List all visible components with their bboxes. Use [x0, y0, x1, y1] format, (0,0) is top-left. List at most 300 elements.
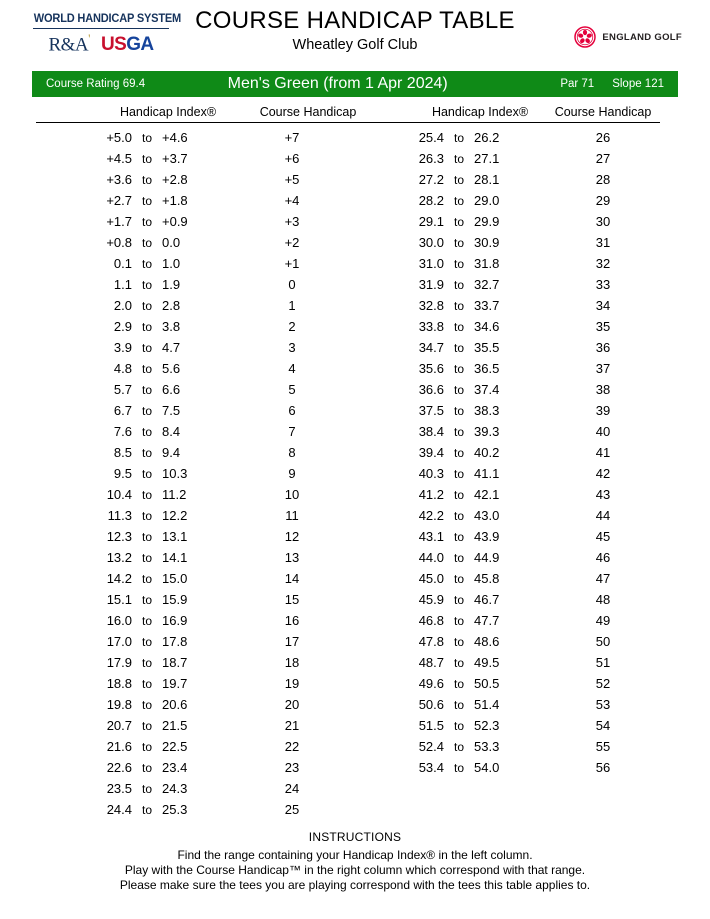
handicap-index-high: 3.8	[162, 319, 181, 334]
handicap-index-low: 21.6	[106, 739, 132, 754]
course-handicap-value: 3	[288, 340, 296, 355]
table-row	[88, 736, 372, 757]
range-separator-label: to	[453, 487, 464, 502]
course-handicap-value: 46	[595, 550, 611, 565]
handicap-table-left-column	[88, 127, 372, 820]
handicap-index-high: 1.0	[162, 256, 181, 271]
handicap-index-high: 33.7	[474, 298, 500, 313]
handicap-index-low: 33.8	[418, 319, 444, 334]
handicap-index-high: 7.5	[162, 403, 181, 418]
rna-accent-mark: '	[88, 30, 90, 46]
range-separator-label: to	[453, 634, 464, 649]
course-handicap-value: 44	[595, 508, 611, 523]
table-row	[400, 757, 684, 778]
handicap-index-low: 7.6	[113, 424, 132, 439]
table-row	[400, 547, 684, 568]
handicap-index-low: 22.6	[106, 760, 132, 775]
table-row	[400, 211, 684, 232]
course-handicap-value: 13	[284, 550, 300, 565]
course-handicap-value: 50	[595, 634, 611, 649]
course-handicap-value: 26	[595, 130, 611, 145]
course-handicap-value: 16	[284, 613, 300, 628]
table-row	[88, 148, 372, 169]
range-separator-label: to	[453, 508, 464, 523]
table-row	[400, 127, 684, 148]
table-row	[400, 295, 684, 316]
table-row	[400, 736, 684, 757]
range-separator-label: to	[141, 340, 152, 355]
table-row	[88, 337, 372, 358]
course-handicap-value: 32	[595, 256, 611, 271]
course-handicap-value: 21	[284, 718, 300, 733]
course-handicap-value: 52	[595, 676, 611, 691]
table-row	[88, 253, 372, 274]
range-separator-label: to	[141, 256, 152, 271]
handicap-index-high: 46.7	[474, 592, 500, 607]
handicap-index-low: 8.5	[113, 445, 132, 460]
table-row	[88, 274, 372, 295]
instructions-line-1: Find the range containing your Handicap Index® in the left column.	[177, 848, 533, 862]
course-handicap-value: 54	[595, 718, 611, 733]
handicap-index-low: 38.4	[418, 424, 444, 439]
table-row	[400, 169, 684, 190]
table-row	[88, 526, 372, 547]
handicap-index-high: 4.7	[162, 340, 181, 355]
course-handicap-value: 4	[288, 361, 296, 376]
par-slope-group	[560, 78, 664, 90]
handicap-index-high: 16.9	[162, 613, 188, 628]
handicap-index-high: 48.6	[474, 634, 500, 649]
course-handicap-value: 19	[284, 676, 300, 691]
table-row	[400, 673, 684, 694]
handicap-index-low: 34.7	[418, 340, 444, 355]
table-row	[88, 694, 372, 715]
range-separator-label: to	[141, 676, 152, 691]
handicap-index-low: 32.8	[418, 298, 444, 313]
handicap-index-low: 42.2	[418, 508, 444, 523]
range-separator-label: to	[141, 781, 152, 796]
handicap-index-low: 31.0	[418, 256, 444, 271]
handicap-index-low: 35.6	[418, 361, 444, 376]
course-handicap-value: +5	[284, 172, 300, 187]
range-separator-label: to	[141, 466, 152, 481]
table-row	[400, 421, 684, 442]
handicap-index-low: 11.3	[107, 508, 132, 523]
course-handicap-value: +2	[284, 235, 300, 250]
handicap-index-high: 25.3	[162, 802, 188, 817]
range-separator-label: to	[453, 760, 464, 775]
handicap-index-low: 3.9	[113, 340, 132, 355]
handicap-index-high: 22.5	[162, 739, 188, 754]
course-handicap-value: 38	[595, 382, 611, 397]
handicap-index-low: 43.1	[418, 529, 444, 544]
table-row	[88, 127, 372, 148]
range-separator-label: to	[453, 277, 464, 292]
handicap-index-high: 31.8	[474, 256, 500, 271]
handicap-index-low: +5.0	[106, 130, 132, 145]
handicap-index-low: +1.7	[106, 214, 132, 229]
range-separator-label: to	[453, 235, 464, 250]
range-separator-label: to	[141, 613, 152, 628]
course-handicap-value: 28	[595, 172, 611, 187]
header-left-course-handicap: Course Handicap	[259, 105, 357, 119]
table-row	[400, 526, 684, 547]
handicap-index-low: 10.4	[106, 487, 132, 502]
range-separator-label: to	[453, 151, 464, 166]
course-handicap-value: 34	[595, 298, 611, 313]
course-handicap-value: 23	[284, 760, 300, 775]
table-row	[400, 358, 684, 379]
table-row	[400, 232, 684, 253]
table-row	[400, 316, 684, 337]
range-separator-label: to	[453, 529, 464, 544]
table-row	[88, 169, 372, 190]
table-row	[88, 190, 372, 211]
handicap-index-low: 0.1	[113, 256, 132, 271]
range-separator-label: to	[141, 592, 152, 607]
handicap-index-low: 4.8	[113, 361, 132, 376]
course-handicap-value: 48	[595, 592, 611, 607]
course-handicap-value: 5	[288, 382, 296, 397]
range-separator-label: to	[453, 214, 464, 229]
table-row	[400, 610, 684, 631]
range-separator-label: to	[453, 382, 464, 397]
handicap-index-low: 17.9	[106, 655, 132, 670]
handicap-index-low: 26.3	[418, 151, 444, 166]
handicap-index-high: +4.6	[162, 130, 188, 145]
header-right-handicap-index: Handicap Index®	[431, 105, 529, 119]
masthead	[0, 0, 710, 68]
handicap-index-high: 29.9	[474, 214, 500, 229]
handicap-index-high: 0.0	[162, 235, 181, 250]
course-handicap-value: 55	[595, 739, 611, 754]
rna-text: R&A	[48, 33, 89, 55]
table-row	[400, 505, 684, 526]
table-row	[88, 778, 372, 799]
handicap-index-high: 40.2	[474, 445, 500, 460]
handicap-index-low: +0.8	[106, 235, 132, 250]
range-separator-label: to	[141, 529, 152, 544]
range-separator-label: to	[453, 445, 464, 460]
range-separator-label: to	[141, 214, 152, 229]
course-handicap-value: +4	[284, 193, 300, 208]
table-row	[400, 400, 684, 421]
table-row	[88, 442, 372, 463]
range-separator-label: to	[141, 655, 152, 670]
handicap-index-low: 12.3	[106, 529, 132, 544]
handicap-index-low: 5.7	[113, 382, 132, 397]
table-row	[88, 505, 372, 526]
range-separator-label: to	[453, 655, 464, 670]
handicap-index-low: 36.6	[418, 382, 444, 397]
table-row	[88, 757, 372, 778]
table-row	[88, 799, 372, 820]
range-separator-label: to	[141, 445, 152, 460]
handicap-index-low: 24.4	[106, 802, 132, 817]
handicap-index-high: 13.1	[162, 529, 188, 544]
course-handicap-value: 7	[288, 424, 296, 439]
handicap-index-high: 15.0	[162, 571, 188, 586]
course-handicap-value: 49	[595, 613, 611, 628]
range-separator-label: to	[453, 592, 464, 607]
course-handicap-value: 35	[595, 319, 611, 334]
course-handicap-value: 15	[284, 592, 300, 607]
handicap-index-low: 27.2	[418, 172, 444, 187]
range-separator-label: to	[453, 256, 464, 271]
handicap-index-high: 34.6	[474, 319, 500, 334]
handicap-index-high: 51.4	[474, 697, 500, 712]
range-separator-label: to	[141, 487, 152, 502]
handicap-index-high: 50.5	[474, 676, 500, 691]
table-row	[400, 442, 684, 463]
handicap-index-low: 53.4	[418, 760, 444, 775]
rose-emblem-icon	[574, 26, 596, 48]
table-row	[88, 211, 372, 232]
range-separator-label: to	[141, 361, 152, 376]
header-right-course-handicap: Course Handicap	[554, 105, 652, 119]
handicap-index-low: 6.7	[113, 403, 132, 418]
range-separator-label: to	[453, 340, 464, 355]
handicap-index-high: 5.6	[162, 361, 181, 376]
handicap-index-high: 39.3	[474, 424, 500, 439]
table-row	[88, 400, 372, 421]
header-underline-rule	[36, 122, 660, 123]
handicap-index-low: +2.7	[106, 193, 132, 208]
handicap-index-low: 29.1	[418, 214, 444, 229]
course-handicap-value: 12	[284, 529, 300, 544]
handicap-index-low: 25.4	[418, 130, 444, 145]
course-handicap-value: 18	[284, 655, 300, 670]
handicap-table-right-column	[400, 127, 684, 778]
handicap-index-high: 6.6	[162, 382, 181, 397]
handicap-index-high: 53.3	[474, 739, 500, 754]
table-row	[88, 379, 372, 400]
table-row	[400, 568, 684, 589]
range-separator-label: to	[141, 382, 152, 397]
range-separator-label: to	[141, 697, 152, 712]
handicap-index-low: 45.0	[418, 571, 444, 586]
course-handicap-value: 40	[595, 424, 611, 439]
handicap-index-high: 43.9	[474, 529, 500, 544]
range-separator-label: to	[453, 424, 464, 439]
table-row	[400, 148, 684, 169]
range-separator-label: to	[141, 802, 152, 817]
course-rating-value: Course Rating 69.4	[46, 78, 146, 90]
table-row	[400, 589, 684, 610]
table-row	[400, 274, 684, 295]
handicap-index-high: 49.5	[474, 655, 500, 670]
handicap-index-high: 9.4	[162, 445, 181, 460]
table-row	[88, 316, 372, 337]
handicap-index-high: 29.0	[474, 193, 500, 208]
course-handicap-value: 29	[595, 193, 611, 208]
range-separator-label: to	[141, 424, 152, 439]
handicap-index-low: 1.1	[113, 277, 132, 292]
handicap-index-low: 15.1	[106, 592, 132, 607]
range-separator-label: to	[141, 403, 152, 418]
header-left-handicap-index: Handicap Index®	[119, 105, 217, 119]
usga-ga-text: GA	[126, 33, 154, 55]
range-separator-label: to	[141, 151, 152, 166]
handicap-index-low: 2.9	[113, 319, 132, 334]
handicap-index-high: 21.5	[162, 718, 188, 733]
handicap-index-high: 20.6	[162, 697, 188, 712]
handicap-index-low: 19.8	[106, 697, 132, 712]
handicap-index-high: 37.4	[474, 382, 500, 397]
handicap-index-low: 20.7	[106, 718, 132, 733]
handicap-index-high: 11.2	[162, 487, 187, 502]
par-value: Par 71	[560, 78, 595, 90]
course-handicap-value: 51	[595, 655, 611, 670]
range-separator-label: to	[453, 466, 464, 481]
course-handicap-value: 53	[595, 697, 611, 712]
handicap-index-low: 49.6	[418, 676, 444, 691]
handicap-index-high: 10.3	[162, 466, 188, 481]
course-handicap-value: 27	[595, 151, 611, 166]
handicap-index-high: 2.8	[162, 298, 181, 313]
club-name: Wheatley Golf Club	[292, 37, 418, 54]
course-handicap-value: 8	[288, 445, 296, 460]
handicap-index-low: +3.6	[106, 172, 132, 187]
course-handicap-value: 24	[284, 781, 300, 796]
england-golf-logo	[574, 26, 682, 48]
handicap-index-high: 42.1	[474, 487, 500, 502]
range-separator-label: to	[453, 739, 464, 754]
handicap-index-high: 54.0	[474, 760, 500, 775]
table-row	[400, 652, 684, 673]
table-row	[400, 190, 684, 211]
course-handicap-value: 2	[288, 319, 296, 334]
handicap-index-high: 8.4	[162, 424, 181, 439]
handicap-index-low: 39.4	[418, 445, 444, 460]
table-row	[88, 589, 372, 610]
course-handicap-value: 0	[288, 277, 296, 292]
handicap-index-high: 38.3	[474, 403, 500, 418]
handicap-index-high: 17.8	[162, 634, 188, 649]
course-handicap-value: 30	[595, 214, 611, 229]
table-row	[88, 421, 372, 442]
course-handicap-value: 25	[284, 802, 300, 817]
table-row	[400, 463, 684, 484]
range-separator-label: to	[141, 172, 152, 187]
handicap-index-low: 9.5	[113, 466, 132, 481]
course-handicap-value: 6	[288, 403, 296, 418]
handicap-index-high: 28.1	[474, 172, 500, 187]
range-separator-label: to	[141, 235, 152, 250]
tee-set-title: Men's Green (from 1 Apr 2024)	[227, 75, 448, 92]
range-separator-label: to	[453, 718, 464, 733]
table-row	[88, 673, 372, 694]
table-row	[88, 715, 372, 736]
course-handicap-value: 22	[284, 739, 300, 754]
range-separator-label: to	[453, 172, 464, 187]
column-headers	[0, 105, 710, 123]
course-handicap-value: +1	[284, 256, 300, 271]
course-handicap-value: 20	[284, 697, 300, 712]
range-separator-label: to	[453, 361, 464, 376]
table-row	[88, 358, 372, 379]
course-handicap-value: 36	[595, 340, 611, 355]
handicap-index-high: +2.8	[162, 172, 188, 187]
table-row	[400, 379, 684, 400]
handicap-index-high: 43.0	[474, 508, 500, 523]
handicap-index-high: +0.9	[162, 214, 188, 229]
table-row	[400, 631, 684, 652]
course-handicap-value: +3	[284, 214, 300, 229]
handicap-index-high: 30.9	[474, 235, 500, 250]
handicap-index-high: 52.3	[474, 718, 500, 733]
table-row	[400, 715, 684, 736]
handicap-index-high: 32.7	[474, 277, 500, 292]
table-row	[88, 610, 372, 631]
range-separator-label: to	[141, 634, 152, 649]
course-handicap-value: 43	[595, 487, 611, 502]
range-separator-label: to	[453, 697, 464, 712]
table-row	[400, 253, 684, 274]
course-handicap-value: 47	[595, 571, 611, 586]
handicap-index-high: 18.7	[162, 655, 188, 670]
course-handicap-value: 45	[595, 529, 611, 544]
handicap-index-high: 35.5	[474, 340, 500, 355]
handicap-index-low: +4.5	[106, 151, 132, 166]
range-separator-label: to	[141, 718, 152, 733]
range-separator-label: to	[141, 760, 152, 775]
whs-wordmark: WORLD HANDICAP SYSTEM	[33, 13, 182, 25]
table-row	[88, 295, 372, 316]
range-separator-label: to	[453, 130, 464, 145]
course-handicap-value: 1	[288, 298, 296, 313]
course-handicap-value: 14	[284, 571, 300, 586]
course-handicap-value: 10	[284, 487, 300, 502]
range-separator-label: to	[141, 550, 152, 565]
handicap-index-low: 18.8	[106, 676, 132, 691]
usga-us-text: US	[101, 33, 127, 55]
handicap-index-low: 50.6	[418, 697, 444, 712]
handicap-index-high: 15.9	[162, 592, 188, 607]
handicap-index-high: 12.2	[162, 508, 188, 523]
table-row	[400, 337, 684, 358]
table-row	[88, 631, 372, 652]
table-row	[88, 547, 372, 568]
course-handicap-value: 42	[595, 466, 611, 481]
handicap-index-low: 31.9	[418, 277, 444, 292]
course-handicap-value: 56	[595, 760, 611, 775]
handicap-index-high: 27.1	[474, 151, 500, 166]
handicap-index-low: 46.8	[418, 613, 444, 628]
handicap-index-low: 13.2	[106, 550, 132, 565]
range-separator-label: to	[453, 571, 464, 586]
course-handicap-value: 9	[288, 466, 296, 481]
range-separator-label: to	[453, 403, 464, 418]
instructions-block	[0, 830, 710, 893]
range-separator-label: to	[453, 676, 464, 691]
england-golf-label: ENGLAND GOLF	[602, 31, 682, 43]
handicap-index-high: 26.2	[474, 130, 500, 145]
table-row	[400, 484, 684, 505]
range-separator-label: to	[453, 613, 464, 628]
range-separator-label: to	[453, 193, 464, 208]
range-separator-label: to	[141, 130, 152, 145]
instructions-heading: INSTRUCTIONS	[308, 830, 402, 844]
handicap-index-high: 41.1	[474, 466, 500, 481]
handicap-index-low: 51.5	[418, 718, 444, 733]
handicap-index-high: 45.8	[474, 571, 500, 586]
handicap-index-high: 24.3	[162, 781, 188, 796]
handicap-index-low: 14.2	[106, 571, 132, 586]
handicap-index-low: 40.3	[418, 466, 444, 481]
range-separator-label: to	[141, 508, 152, 523]
handicap-index-low: 41.2	[418, 487, 444, 502]
